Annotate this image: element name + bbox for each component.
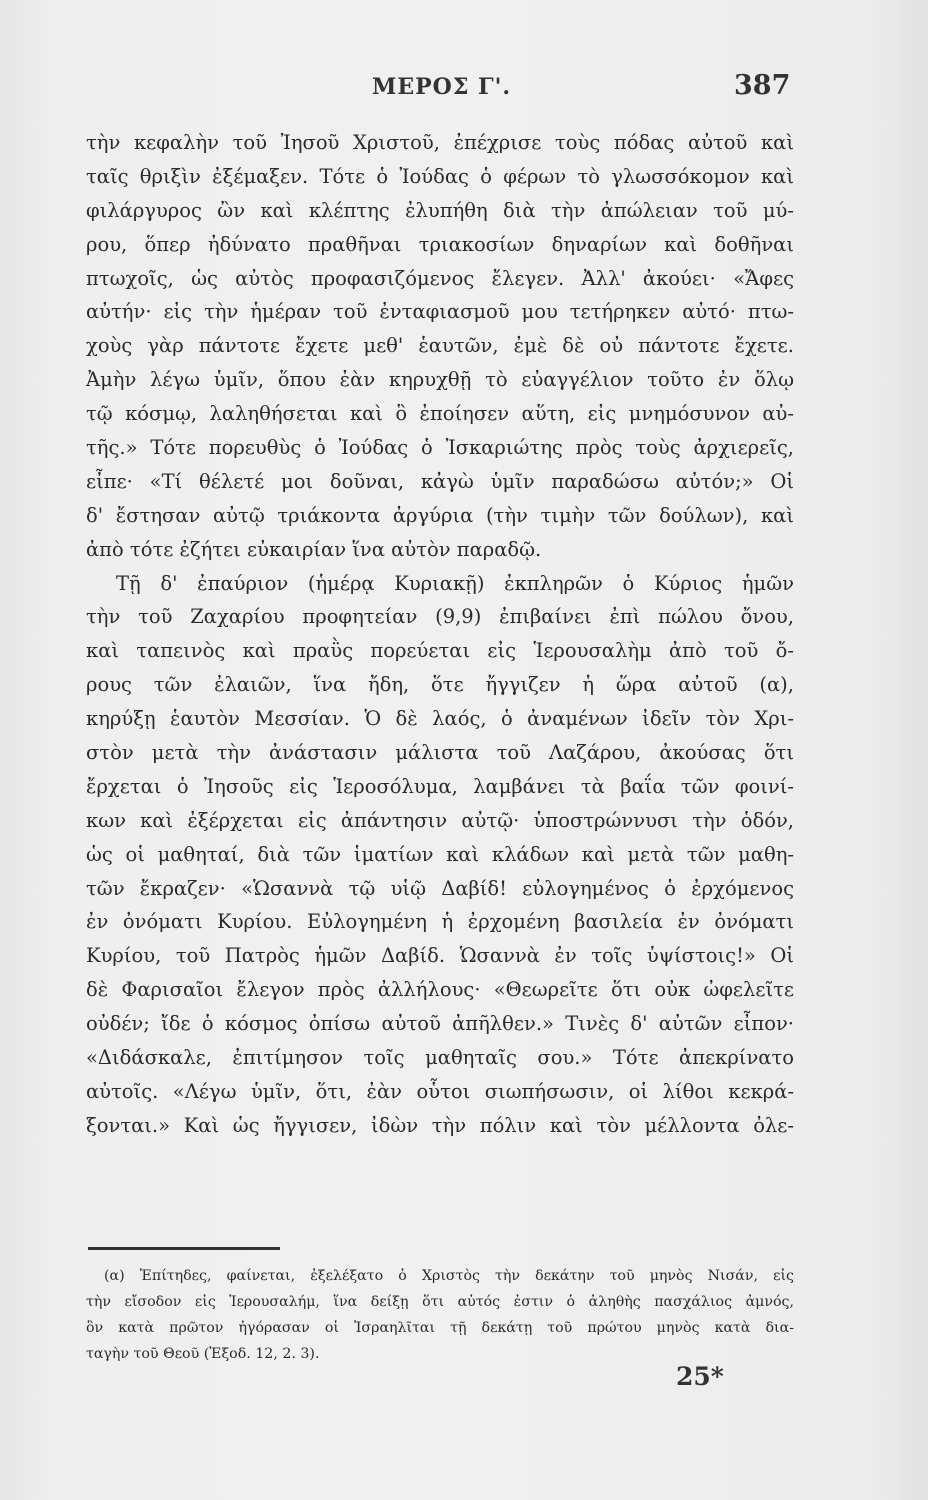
text-line: «Διδάσκαλε, ἐπιτίμησον τοῖς μαθηταῖς σου.» Τότε ἀπεκρίνατο — [86, 1046, 794, 1070]
text-line: τῷ κόσμῳ, λαληθήσεται καὶ ὃ ἐποίησεν αὕτη, εἰς μνημόσυνον αὐ- — [86, 402, 794, 426]
footnote-line: (α) Ἐπίτηδες, φαίνεται, ἐξελέξατο ὁ Χριστὸς τὴν δεκάτην τοῦ μηνὸς Νισάν, εἰς — [104, 1268, 794, 1284]
paragraph-start-line: Τῇ δ' ἐπαύριον (ἡμέρᾳ Κυριακῇ) ἐκπληρῶν ὁ Κύριος ἡμῶν — [116, 571, 794, 595]
text-line: στὸν μετὰ τὴν ἀνάστασιν μάλιστα τοῦ Λαζάρου, ἀκούσας ὅτι — [86, 741, 794, 765]
page-number: 387 — [734, 70, 791, 101]
text-line: δὲ Φαρισαῖοι ἔλεγον πρὸς ἀλλήλους· «Θεωρεῖτε ὅτι οὐκ ὠφελεῖτε — [86, 978, 794, 1002]
text-line: πτωχοῖς, ὡς αὐτὸς προφασιζόμενος ἔλεγεν. Ἀλλ' ἀκούει· «Ἄφες — [86, 266, 794, 290]
text-line: ρους τῶν ἐλαιῶν, ἵνα ἤδη, ὅτε ἤγγιζεν ἡ ὥρα αὐτοῦ (α), — [86, 673, 794, 697]
text-line: Κυρίου, τοῦ Πατρὸς ἡμῶν Δαβίδ. Ὡσαννὰ ἐν τοῖς ὑψίστοις!» Οἱ — [86, 944, 794, 968]
footnote — [86, 1263, 794, 1367]
text-line: εἶπε· «Τί θέλετέ μοι δοῦναι, κἀγὼ ὑμῖν παραδώσω αὐτόν;» Οἱ — [86, 469, 794, 493]
text-line: τὴν τοῦ Ζαχαρίου προφητείαν (9,9) ἐπιβαίνει ἐπὶ πώλου ὄνου, — [86, 605, 794, 629]
text-line: ταῖς θριξὶν ἐξέμαξεν. Τότε ὁ Ἰούδας ὁ φέρων τὸ γλωσσόκομον καὶ — [86, 164, 794, 188]
text-line: ἀπὸ τότε ἐζήτει εὐκαιρίαν ἵνα αὐτὸν παραδῷ. — [86, 537, 542, 561]
text-line: Ἀμὴν λέγω ὑμῖν, ὅπου ἐὰν κηρυχθῇ τὸ εὐαγγέλιον τοῦτο ἐν ὅλῳ — [86, 368, 794, 392]
text-line: τῆς.» Τότε πορευθὺς ὁ Ἰούδας ὁ Ἰσκαριώτης πρὸς τοὺς ἀρχιερεῖς, — [86, 436, 794, 460]
text-line: οὐδέν; ἴδε ὁ κόσμος ὀπίσω αὐτοῦ ἀπῆλθεν.» Τινὲς δ' αὐτῶν εἶπον· — [86, 1012, 794, 1036]
text-line: ξονται.» Καὶ ὡς ἤγγισεν, ἰδὼν τὴν πόλιν καὶ τὸν μέλλοντα ὀλε- — [86, 1113, 794, 1137]
text-line: κηρύξῃ ἑαυτὸν Μεσσίαν. Ὁ δὲ λαός, ὁ ἀναμένων ἰδεῖν τὸν Χρι- — [86, 707, 794, 731]
footnote-line: ταγὴν τοῦ Θεοῦ (Ἐξοδ. 12, 2. 3). — [86, 1346, 320, 1362]
text-line: ἐν ὀνόματι Κυρίου. Εὐλογημένη ἡ ἐρχομένη βασιλεία ἐν ὀνόματι — [86, 910, 794, 934]
section-title: ΜΕΡΟΣ Γ'. — [372, 74, 512, 100]
text-line: ὡς οἱ μαθηταί, διὰ τῶν ἱματίων καὶ κλάδων καὶ μετὰ τῶν μαθη- — [86, 842, 794, 866]
text-line: τῶν ἔκραζεν· «Ὡσαννὰ τῷ υἱῷ Δαβίδ! εὐλογημένος ὁ ἐρχόμενος — [86, 876, 794, 900]
text-line: ἔρχεται ὁ Ἰησοῦς εἰς Ἱεροσόλυμα, λαμβάνει τὰ βαΐα τῶν φοινί- — [86, 774, 794, 798]
text-line: κων καὶ ἐξέρχεται εἰς ἀπάντησιν αὐτῷ· ὑποστρώννυσι τὴν ὁδόν, — [86, 808, 794, 832]
text-line: χοὺς γὰρ πάντοτε ἔχετε μεθ' ἑαυτῶν, ἐμὲ δὲ οὐ πάντοτε ἔχετε. — [86, 334, 794, 358]
text-line: αὐτοῖς. «Λέγω ὑμῖν, ὅτι, ἐὰν οὗτοι σιωπήσωσιν, οἱ λίθοι κεκρά- — [86, 1079, 794, 1103]
footnote-line: τὴν εἴσοδον εἰς Ἱερουσαλήμ, ἵνα δείξῃ ὅτι αὐτός ἐστιν ὁ ἀληθὴς πασχάλιος ἀμνός, — [86, 1294, 794, 1310]
running-head — [0, 68, 928, 108]
footnote-divider — [88, 1247, 280, 1250]
main-text — [86, 126, 794, 1143]
text-line: τὴν κεφαλὴν τοῦ Ἰησοῦ Χριστοῦ, ἐπέχρισε τοὺς πόδας αὐτοῦ καὶ — [86, 131, 794, 154]
text-line: φιλάργυρος ὢν καὶ κλέπτης ἐλυπήθη διὰ τὴν ἀπώλειαν τοῦ μύ- — [86, 198, 794, 222]
text-line: ρου, ὅπερ ἠδύνατο πραθῆναι τριακοσίων δηναρίων καὶ δοθῆναι — [86, 232, 794, 256]
text-line: δ' ἔστησαν αὐτῷ τριάκοντα ἀργύρια (τὴν τιμὴν τῶν δούλων), καὶ — [86, 503, 794, 527]
footnote-line: ὃν κατὰ πρῶτον ἠγόρασαν οἱ Ἰσραηλῖται τῇ δεκάτῃ τοῦ πρώτου μηνὸς κατὰ δια- — [86, 1320, 794, 1336]
signature-mark: 25* — [676, 1362, 724, 1391]
text-line: αὐτήν· εἰς τὴν ἡμέραν τοῦ ἐνταφιασμοῦ μου τετήρηκεν αὐτό· πτω- — [86, 300, 794, 324]
text-line: καὶ ταπεινὸς καὶ πραῢς πορεύεται εἰς Ἱερουσαλὴμ ἀπὸ τοῦ ὄ- — [86, 639, 794, 663]
